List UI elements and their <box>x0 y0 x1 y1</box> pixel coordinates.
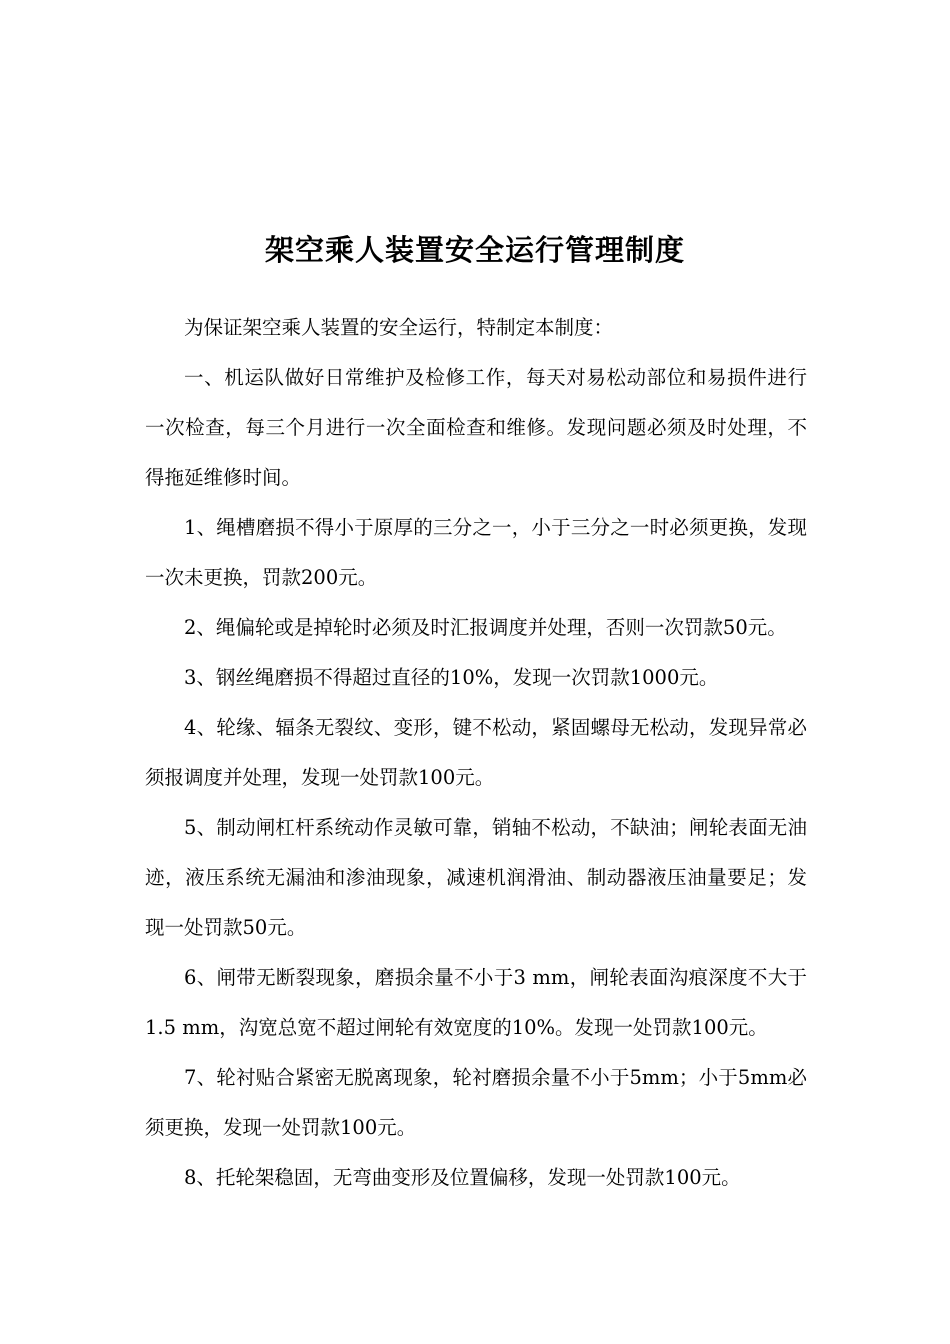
document-title: 架空乘人装置安全运行管理制度 <box>264 233 685 267</box>
paragraph-item-8: 8、托轮架稳固，无弯曲变形及位置偏移，发现一处罚款100元。 <box>184 1166 741 1189</box>
paragraph-item-1: 1、绳槽磨损不得小于原厚的三分之一，小于三分之一时必须更换，发现一次未更换，罚款200元。 <box>145 516 807 589</box>
paragraph-intro: 为保证架空乘人装置的安全运行，特制定本制度： <box>184 316 614 339</box>
paragraph-item-4: 4、轮缘、辐条无裂纹、变形，键不松动，紧固螺母无松动，发现异常必须报调度并处理，发现一处罚款100元。 <box>145 716 807 789</box>
paragraph-item-5: 5、制动闸杠杆系统动作灵敏可靠，销轴不松动，不缺油；闸轮表面无油迹，液压系统无漏油和渗油现象，减速机润滑油、制动器液压油量要足；发现一处罚款50元。 <box>145 816 807 939</box>
paragraph-section-1: 一、机运队做好日常维护及检修工作，每天对易松动部位和易损件进行一次检查，每三个月进行一次全面检查和维修。发现问题必须及时处理，不得拖延维修时间。 <box>145 366 807 489</box>
paragraph-item-6: 6、闸带无断裂现象，磨损余量不小于3 mm，闸轮表面沟痕深度不大于1.5 mm，沟宽总宽不超过闸轮有效宽度的10%。发现一处罚款100元。 <box>145 966 807 1039</box>
paragraph-item-2: 2、绳偏轮或是掉轮时必须及时汇报调度并处理，否则一次罚款50元。 <box>184 616 787 639</box>
document-body <box>145 303 807 1203</box>
paragraph-item-3: 3、钢丝绳磨损不得超过直径的10%，发现一次罚款1000元。 <box>184 666 719 689</box>
paragraph-item-7: 7、轮衬贴合紧密无脱离现象，轮衬磨损余量不小于5mm；小于5mm必须更换，发现一处罚款100元。 <box>145 1066 807 1139</box>
